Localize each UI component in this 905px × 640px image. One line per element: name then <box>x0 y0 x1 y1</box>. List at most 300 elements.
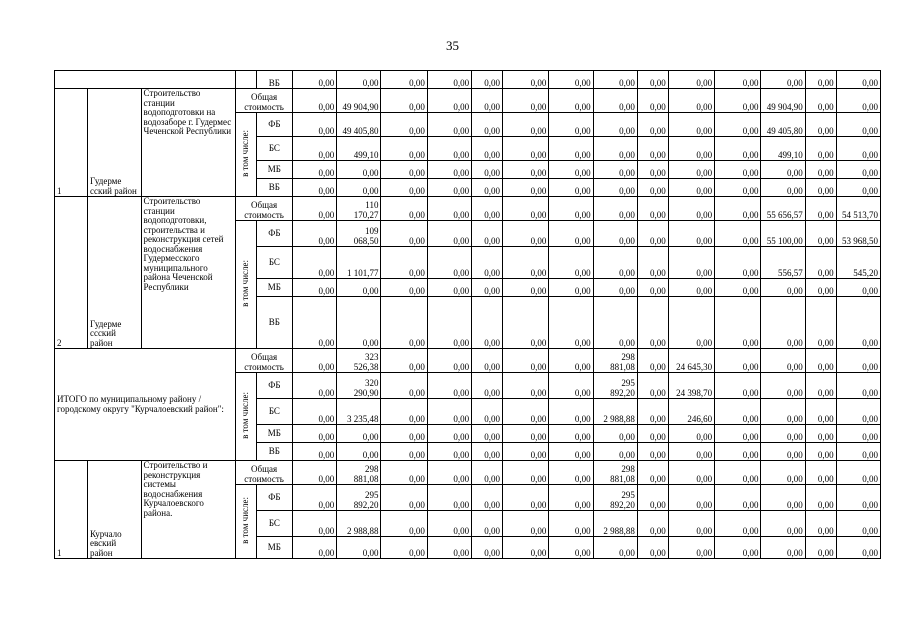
value-cell: 0,00 <box>292 71 336 89</box>
value-cell: 0,00 <box>805 537 836 559</box>
value-cell: 49 405,80 <box>337 113 381 137</box>
value-cell: 0,00 <box>549 349 593 373</box>
value-cell: 3 235,48 <box>337 399 381 425</box>
value-cell: 1 101,77 <box>337 247 381 279</box>
total-cost-label: Общая стоимость <box>236 349 293 373</box>
value-cell: 556,57 <box>761 247 805 279</box>
value-cell: 0,00 <box>761 349 805 373</box>
value-cell: 110 170,27 <box>337 197 381 221</box>
value-cell: 0,00 <box>668 137 714 161</box>
value-cell: 0,00 <box>292 373 336 399</box>
value-cell: 0,00 <box>427 279 471 297</box>
value-cell: 0,00 <box>549 461 593 485</box>
value-cell: 0,00 <box>668 247 714 279</box>
value-cell: 53 968,50 <box>836 221 880 247</box>
type-mb: МБ <box>256 425 292 443</box>
value-cell: 0,00 <box>381 443 427 461</box>
value-cell: 0,00 <box>427 197 471 221</box>
value-cell: 0,00 <box>805 161 836 179</box>
value-cell: 0,00 <box>381 461 427 485</box>
value-cell: 0,00 <box>715 373 761 399</box>
value-cell: 0,00 <box>549 279 593 297</box>
value-cell: 0,00 <box>502 399 548 425</box>
value-cell: 0,00 <box>836 179 880 197</box>
value-cell: 0,00 <box>593 161 637 179</box>
value-cell: 0,00 <box>549 247 593 279</box>
type-vb: ВБ <box>256 71 292 89</box>
value-cell: 0,00 <box>502 113 548 137</box>
value-cell: 0,00 <box>381 113 427 137</box>
value-cell: 0,00 <box>715 179 761 197</box>
value-cell: 0,00 <box>593 221 637 247</box>
value-cell: 55 656,57 <box>761 197 805 221</box>
value-cell: 0,00 <box>715 297 761 349</box>
value-cell: 0,00 <box>381 71 427 89</box>
value-cell: 0,00 <box>337 279 381 297</box>
value-cell: 0,00 <box>668 279 714 297</box>
district-name: Гудерме ссский район <box>87 197 141 349</box>
value-cell: 0,00 <box>637 537 668 559</box>
value-cell: 49 904,90 <box>761 89 805 113</box>
project-name: Строительство станции водоподготовки, строительства и реконструкция сетей водоснабжения Гудермесского муниципального района Чеченской Республики <box>141 197 236 349</box>
value-cell: 298 881,08 <box>593 461 637 485</box>
value-cell: 0,00 <box>668 461 714 485</box>
value-cell: 0,00 <box>715 197 761 221</box>
value-cell: 0,00 <box>381 89 427 113</box>
value-cell: 0,00 <box>805 221 836 247</box>
value-cell: 499,10 <box>337 137 381 161</box>
value-cell: 0,00 <box>668 113 714 137</box>
value-cell: 0,00 <box>337 161 381 179</box>
value-cell: 0,00 <box>715 537 761 559</box>
value-cell: 0,00 <box>292 425 336 443</box>
value-cell: 0,00 <box>381 179 427 197</box>
value-cell: 0,00 <box>427 297 471 349</box>
value-cell: 545,20 <box>836 247 880 279</box>
value-cell: 0,00 <box>472 71 503 89</box>
value-cell: 0,00 <box>502 485 548 511</box>
value-cell: 295 892,20 <box>593 485 637 511</box>
total-cost-label: Общая стоимость <box>236 89 293 113</box>
value-cell: 0,00 <box>637 247 668 279</box>
value-cell: 0,00 <box>836 461 880 485</box>
value-cell: 0,00 <box>668 221 714 247</box>
value-cell: 0,00 <box>427 399 471 425</box>
value-cell: 0,00 <box>805 247 836 279</box>
value-cell: 0,00 <box>836 425 880 443</box>
type-bs: БС <box>256 511 292 537</box>
value-cell: 0,00 <box>337 179 381 197</box>
value-cell: 0,00 <box>472 113 503 137</box>
value-cell: 0,00 <box>472 537 503 559</box>
value-cell: 0,00 <box>668 297 714 349</box>
value-cell: 0,00 <box>761 485 805 511</box>
value-cell: 0,00 <box>381 425 427 443</box>
value-cell: 0,00 <box>427 425 471 443</box>
value-cell: 0,00 <box>549 537 593 559</box>
value-cell: 0,00 <box>472 137 503 161</box>
type-fb: ФБ <box>256 221 292 247</box>
value-cell: 0,00 <box>761 461 805 485</box>
value-cell: 0,00 <box>472 221 503 247</box>
value-cell: 55 100,00 <box>761 221 805 247</box>
value-cell: 0,00 <box>805 113 836 137</box>
value-cell: 0,00 <box>427 461 471 485</box>
type-vb: ВБ <box>256 443 292 461</box>
type-fb: ФБ <box>256 373 292 399</box>
value-cell: 0,00 <box>337 71 381 89</box>
value-cell: 0,00 <box>637 137 668 161</box>
incl-label: в том числе: <box>240 129 251 177</box>
value-cell: 0,00 <box>637 485 668 511</box>
value-cell: 0,00 <box>593 443 637 461</box>
value-cell: 0,00 <box>472 399 503 425</box>
value-cell: 0,00 <box>427 443 471 461</box>
value-cell: 2 988,88 <box>337 511 381 537</box>
value-cell: 0,00 <box>593 113 637 137</box>
table-row <box>55 461 881 485</box>
value-cell: 0,00 <box>381 485 427 511</box>
type-vb: ВБ <box>256 297 292 349</box>
value-cell: 0,00 <box>715 485 761 511</box>
value-cell: 0,00 <box>292 179 336 197</box>
value-cell: 0,00 <box>381 349 427 373</box>
value-cell: 0,00 <box>715 221 761 247</box>
value-cell: 0,00 <box>637 297 668 349</box>
value-cell: 0,00 <box>836 443 880 461</box>
value-cell: 0,00 <box>715 349 761 373</box>
type-mb: МБ <box>256 161 292 179</box>
value-cell: 0,00 <box>427 373 471 399</box>
value-cell: 0,00 <box>549 221 593 247</box>
value-cell: 0,00 <box>292 279 336 297</box>
incl-label: в том числе: <box>240 259 251 307</box>
value-cell: 0,00 <box>549 179 593 197</box>
value-cell: 0,00 <box>805 511 836 537</box>
value-cell: 0,00 <box>427 247 471 279</box>
value-cell: 0,00 <box>805 89 836 113</box>
table-body <box>55 71 881 559</box>
project-name: Строительство станции водоподготовки на водозаборе г. Гудермес Чеченской Республики <box>141 89 236 197</box>
total-cost-label: Общая стоимость <box>236 197 293 221</box>
value-cell: 0,00 <box>292 399 336 425</box>
incl-label: в том числе: <box>240 391 251 439</box>
value-cell: 0,00 <box>715 461 761 485</box>
value-cell: 0,00 <box>836 137 880 161</box>
value-cell: 0,00 <box>715 161 761 179</box>
value-cell: 0,00 <box>502 511 548 537</box>
value-cell: 0,00 <box>836 89 880 113</box>
total-cost-label: Общая стоимость <box>236 461 293 485</box>
value-cell: 0,00 <box>502 197 548 221</box>
value-cell: 0,00 <box>381 537 427 559</box>
value-cell: 0,00 <box>836 537 880 559</box>
type-bs: БС <box>256 137 292 161</box>
value-cell: 2 988,88 <box>593 399 637 425</box>
value-cell: 0,00 <box>593 279 637 297</box>
value-cell: 0,00 <box>472 349 503 373</box>
table-row <box>55 71 881 89</box>
value-cell: 0,00 <box>593 537 637 559</box>
value-cell: 0,00 <box>427 161 471 179</box>
value-cell: 0,00 <box>472 197 503 221</box>
value-cell: 0,00 <box>502 247 548 279</box>
value-cell: 0,00 <box>668 197 714 221</box>
incl-label-cell <box>236 221 257 349</box>
value-cell: 0,00 <box>715 89 761 113</box>
value-cell: 0,00 <box>502 137 548 161</box>
value-cell: 0,00 <box>502 279 548 297</box>
value-cell: 499,10 <box>761 137 805 161</box>
value-cell: 0,00 <box>593 197 637 221</box>
value-cell: 0,00 <box>593 71 637 89</box>
value-cell: 0,00 <box>805 443 836 461</box>
value-cell: 0,00 <box>715 511 761 537</box>
value-cell: 0,00 <box>549 443 593 461</box>
value-cell: 0,00 <box>472 511 503 537</box>
value-cell: 0,00 <box>836 373 880 399</box>
value-cell: 0,00 <box>292 443 336 461</box>
value-cell: 0,00 <box>381 161 427 179</box>
type-bs: БС <box>256 247 292 279</box>
value-cell: 0,00 <box>427 71 471 89</box>
value-cell: 0,00 <box>668 425 714 443</box>
page-number: 35 <box>446 38 459 53</box>
value-cell: 0,00 <box>292 247 336 279</box>
value-cell: 0,00 <box>472 247 503 279</box>
district-name: Курчало евский район <box>87 461 141 559</box>
value-cell: 0,00 <box>502 221 548 247</box>
value-cell: 0,00 <box>593 297 637 349</box>
value-cell: 109 068,50 <box>337 221 381 247</box>
value-cell: 0,00 <box>292 511 336 537</box>
table-row <box>55 89 881 113</box>
value-cell: 0,00 <box>805 461 836 485</box>
value-cell: 298 881,08 <box>337 461 381 485</box>
value-cell: 0,00 <box>292 297 336 349</box>
incl-label-cell <box>236 373 257 461</box>
value-cell: 0,00 <box>637 89 668 113</box>
incl-label: в том числе: <box>240 496 251 544</box>
value-cell: 0,00 <box>502 297 548 349</box>
value-cell: 0,00 <box>805 137 836 161</box>
value-cell: 0,00 <box>427 511 471 537</box>
value-cell: 0,00 <box>337 425 381 443</box>
value-cell: 0,00 <box>761 161 805 179</box>
value-cell: 0,00 <box>836 297 880 349</box>
value-cell: 49 904,90 <box>337 89 381 113</box>
value-cell: 0,00 <box>761 297 805 349</box>
value-cell: 0,00 <box>292 113 336 137</box>
value-cell: 0,00 <box>836 161 880 179</box>
value-cell: 0,00 <box>292 137 336 161</box>
value-cell: 0,00 <box>761 373 805 399</box>
value-cell: 0,00 <box>549 197 593 221</box>
value-cell: 0,00 <box>292 197 336 221</box>
value-cell: 0,00 <box>549 89 593 113</box>
value-cell: 24 398,70 <box>668 373 714 399</box>
value-cell: 0,00 <box>715 279 761 297</box>
type-bs: БС <box>256 399 292 425</box>
value-cell: 0,00 <box>549 297 593 349</box>
value-cell: 0,00 <box>381 399 427 425</box>
value-cell: 2 988,88 <box>593 511 637 537</box>
value-cell: 0,00 <box>761 279 805 297</box>
value-cell: 0,00 <box>637 373 668 399</box>
value-cell: 24 645,30 <box>668 349 714 373</box>
value-cell: 0,00 <box>502 461 548 485</box>
value-cell: 0,00 <box>836 399 880 425</box>
value-cell: 0,00 <box>836 511 880 537</box>
value-cell: 0,00 <box>637 221 668 247</box>
value-cell: 0,00 <box>593 247 637 279</box>
value-cell: 0,00 <box>381 279 427 297</box>
value-cell: 0,00 <box>502 349 548 373</box>
value-cell: 0,00 <box>668 161 714 179</box>
value-cell: 0,00 <box>805 71 836 89</box>
value-cell: 0,00 <box>381 197 427 221</box>
value-cell: 0,00 <box>472 373 503 399</box>
value-cell: 0,00 <box>502 425 548 443</box>
value-cell: 0,00 <box>292 161 336 179</box>
blank-cell <box>236 71 257 89</box>
value-cell: 0,00 <box>381 511 427 537</box>
project-name: Строительство и реконструкция системы водоснабжения Курчалоевского района. <box>141 461 236 559</box>
value-cell: 0,00 <box>549 399 593 425</box>
value-cell: 0,00 <box>761 179 805 197</box>
value-cell: 0,00 <box>337 537 381 559</box>
value-cell: 0,00 <box>668 537 714 559</box>
value-cell: 0,00 <box>549 137 593 161</box>
type-mb: МБ <box>256 279 292 297</box>
value-cell: 0,00 <box>549 373 593 399</box>
value-cell: 0,00 <box>637 511 668 537</box>
value-cell: 0,00 <box>805 399 836 425</box>
value-cell: 0,00 <box>761 425 805 443</box>
value-cell: 0,00 <box>427 221 471 247</box>
value-cell: 0,00 <box>668 179 714 197</box>
value-cell: 0,00 <box>715 113 761 137</box>
district-name: Гудерме сский район <box>87 89 141 197</box>
value-cell: 0,00 <box>637 443 668 461</box>
value-cell: 323 526,38 <box>337 349 381 373</box>
value-cell: 0,00 <box>668 71 714 89</box>
value-cell: 0,00 <box>472 279 503 297</box>
value-cell: 0,00 <box>502 373 548 399</box>
value-cell: 0,00 <box>502 161 548 179</box>
row-number: 1 <box>55 461 88 559</box>
value-cell: 0,00 <box>761 511 805 537</box>
value-cell: 0,00 <box>668 443 714 461</box>
value-cell: 0,00 <box>549 425 593 443</box>
value-cell: 0,00 <box>836 113 880 137</box>
value-cell: 0,00 <box>805 349 836 373</box>
value-cell: 0,00 <box>805 297 836 349</box>
value-cell: 0,00 <box>472 179 503 197</box>
value-cell: 0,00 <box>805 485 836 511</box>
value-cell: 0,00 <box>502 443 548 461</box>
value-cell: 0,00 <box>549 485 593 511</box>
value-cell: 0,00 <box>637 279 668 297</box>
value-cell: 0,00 <box>805 425 836 443</box>
value-cell: 0,00 <box>836 349 880 373</box>
value-cell: 246,60 <box>668 399 714 425</box>
table-row <box>55 197 881 221</box>
value-cell: 0,00 <box>427 137 471 161</box>
value-cell: 295 892,20 <box>337 485 381 511</box>
value-cell: 0,00 <box>593 137 637 161</box>
value-cell: 0,00 <box>761 537 805 559</box>
value-cell: 0,00 <box>637 179 668 197</box>
value-cell: 0,00 <box>637 197 668 221</box>
value-cell: 0,00 <box>427 349 471 373</box>
value-cell: 0,00 <box>472 443 503 461</box>
value-cell: 0,00 <box>637 349 668 373</box>
value-cell: 0,00 <box>836 279 880 297</box>
value-cell: 0,00 <box>292 485 336 511</box>
value-cell: 0,00 <box>472 425 503 443</box>
value-cell: 0,00 <box>292 537 336 559</box>
value-cell: 0,00 <box>549 511 593 537</box>
value-cell: 0,00 <box>427 537 471 559</box>
value-cell: 54 513,70 <box>836 197 880 221</box>
row-number: 1 <box>55 89 88 197</box>
value-cell: 0,00 <box>761 71 805 89</box>
value-cell: 0,00 <box>668 485 714 511</box>
type-fb: ФБ <box>256 485 292 511</box>
value-cell: 0,00 <box>549 161 593 179</box>
value-cell: 0,00 <box>715 247 761 279</box>
value-cell: 0,00 <box>715 425 761 443</box>
value-cell: 0,00 <box>805 279 836 297</box>
value-cell: 0,00 <box>805 373 836 399</box>
value-cell: 0,00 <box>502 537 548 559</box>
value-cell: 0,00 <box>836 71 880 89</box>
value-cell: 0,00 <box>805 197 836 221</box>
type-mb: МБ <box>256 537 292 559</box>
value-cell: 0,00 <box>593 179 637 197</box>
value-cell: 0,00 <box>715 443 761 461</box>
value-cell: 49 405,80 <box>761 113 805 137</box>
value-cell: 0,00 <box>836 485 880 511</box>
value-cell: 0,00 <box>637 161 668 179</box>
value-cell: 0,00 <box>549 71 593 89</box>
value-cell: 0,00 <box>381 221 427 247</box>
value-cell: 0,00 <box>502 89 548 113</box>
value-cell: 0,00 <box>292 349 336 373</box>
value-cell: 0,00 <box>472 297 503 349</box>
value-cell: 0,00 <box>381 297 427 349</box>
value-cell: 0,00 <box>715 137 761 161</box>
value-cell: 0,00 <box>637 425 668 443</box>
incl-label-cell <box>236 485 257 559</box>
value-cell: 0,00 <box>381 137 427 161</box>
value-cell: 0,00 <box>637 461 668 485</box>
value-cell: 0,00 <box>472 89 503 113</box>
value-cell: 295 892,20 <box>593 373 637 399</box>
budget-table <box>54 70 881 559</box>
value-cell: 0,00 <box>337 297 381 349</box>
value-cell: 0,00 <box>472 161 503 179</box>
value-cell: 0,00 <box>668 511 714 537</box>
value-cell: 0,00 <box>427 485 471 511</box>
value-cell: 320 290,90 <box>337 373 381 399</box>
value-cell: 0,00 <box>472 461 503 485</box>
value-cell: 0,00 <box>637 71 668 89</box>
value-cell: 0,00 <box>805 179 836 197</box>
value-cell: 0,00 <box>761 443 805 461</box>
value-cell: 298 881,08 <box>593 349 637 373</box>
